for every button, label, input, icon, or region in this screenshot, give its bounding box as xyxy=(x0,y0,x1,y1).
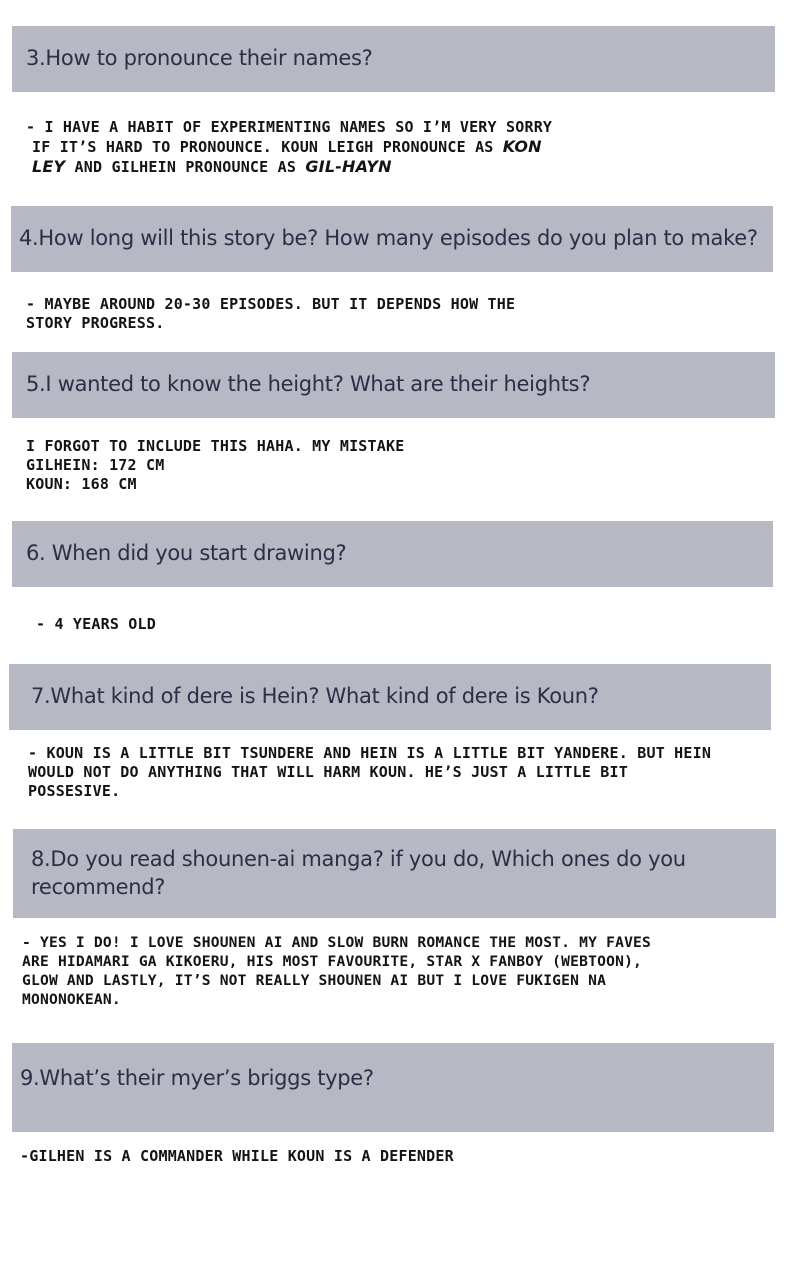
question-text: 4.How long will this story be? How many episodes do you plan to make? xyxy=(19,226,758,251)
pronunciation-koun-first: KON xyxy=(502,137,542,156)
answer-text xyxy=(26,118,726,177)
question-box xyxy=(12,26,775,92)
question-box xyxy=(9,664,771,730)
question-box xyxy=(12,352,775,418)
answer-line: - I HAVE A HABIT OF EXPERIMENTING NAMES SO I’M VERY SORRY xyxy=(26,118,553,136)
question-text: 3.How to pronounce their names? xyxy=(26,46,373,71)
answer-line: GILHEIN: 172 CM xyxy=(26,456,165,474)
question-text: 9.What’s their myer’s briggs type? xyxy=(20,1065,374,1090)
answer-line: - MAYBE AROUND 20-30 EPISODES. BUT IT DEPENDS HOW THE xyxy=(26,295,516,313)
answer-text xyxy=(26,295,726,333)
answer-text xyxy=(20,1147,720,1166)
question-box xyxy=(11,206,773,272)
answer-line: POSSESIVE. xyxy=(28,782,121,800)
pronunciation-gilhein: GIL-HAYN xyxy=(305,157,392,176)
answer-text xyxy=(36,615,736,634)
question-box xyxy=(12,521,773,587)
answer-line: GLOW AND LASTLY, IT’S NOT REALLY SHOUNEN AI BUT I LOVE FUKIGEN NA xyxy=(22,972,607,989)
answer-line: - YES I DO! I LOVE SHOUNEN AI AND SLOW BURN ROMANCE THE MOST. MY FAVES xyxy=(22,934,652,951)
answer-line: KOUN: 168 CM xyxy=(26,475,137,493)
question-text: 5.I wanted to know the height? What are their heights? xyxy=(26,372,591,397)
answer-line: -GILHEN IS A COMMANDER WHILE KOUN IS A DEFENDER xyxy=(20,1147,454,1165)
answer-line: MONONOKEAN. xyxy=(22,991,121,1008)
answer-line: - KOUN IS A LITTLE BIT TSUNDERE AND HEIN IS A LITTLE BIT YANDERE. BUT HEIN xyxy=(28,744,712,762)
question-text: 8.Do you read shounen-ai manga? if you do, Which ones do you recommend? xyxy=(31,847,686,899)
answer-line: WOULD NOT DO ANYTHING THAT WILL HARM KOUN. HE’S JUST A LITTLE BIT xyxy=(28,763,628,781)
question-text: 7.What kind of dere is Hein? What kind of dere is Koun? xyxy=(31,684,599,709)
answer-text xyxy=(26,437,726,494)
answer-text xyxy=(28,744,768,801)
question-box xyxy=(12,1043,774,1132)
question-box xyxy=(13,829,776,918)
question-text: 6. When did you start drawing? xyxy=(26,541,347,566)
answer-line: I FORGOT TO INCLUDE THIS HAHA. MY MISTAKE xyxy=(26,437,405,455)
answer-text xyxy=(22,933,792,1009)
pronunciation-koun-second: LEY xyxy=(32,157,66,176)
answer-line: - 4 YEARS OLD xyxy=(36,615,156,633)
answer-line: IF IT’S HARD TO PRONOUNCE. KOUN LEIGH PRONOUNCE AS xyxy=(32,138,494,156)
answer-line: AND GILHEIN PRONOUNCE AS xyxy=(74,158,297,176)
answer-line: ARE HIDAMARI GA KIKOERU, HIS MOST FAVOURITE, STAR X FANBOY (WEBTOON), xyxy=(22,953,643,970)
answer-line: STORY PROGRESS. xyxy=(26,314,165,332)
